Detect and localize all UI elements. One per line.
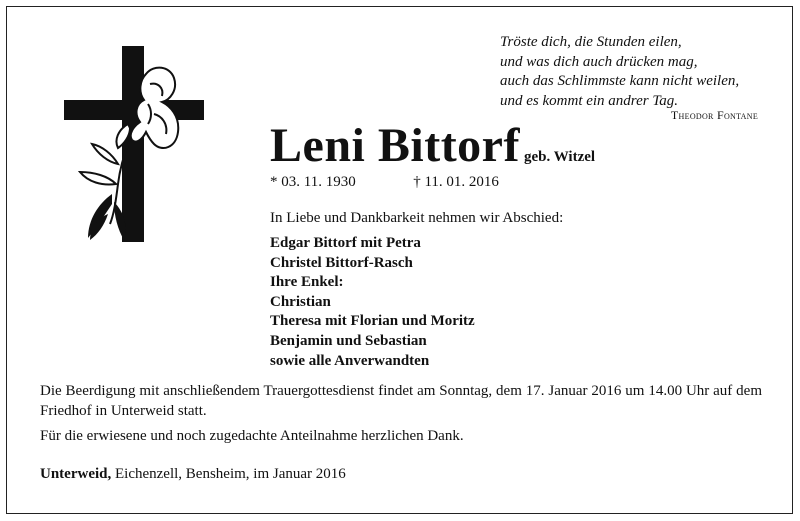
place-rest: Eichenzell, Bensheim, im Januar 2016: [111, 466, 346, 482]
farewell-text: In Liebe und Dankbarkeit nehmen wir Abschied:: [270, 210, 564, 226]
place-and-date: [40, 466, 346, 483]
poem-author: Theodor Fontane: [670, 108, 758, 122]
mourner: sowie alle Anverwandten: [270, 352, 430, 369]
death-date: † 11. 01. 2016: [413, 174, 499, 190]
thanks-text: Für die erwiesene und noch zugedachte Anteilnahme herzlichen Dank.: [40, 428, 464, 444]
deceased-name-line: [270, 118, 595, 173]
mourner: Theresa mit Florian und Moritz: [270, 313, 475, 330]
poem-line: und was dich auch drücken mag,: [500, 53, 698, 70]
mourners-list: [270, 234, 475, 371]
cross-with-lily-icon: [58, 44, 208, 244]
poem: [500, 33, 760, 111]
poem-line: auch das Schlimmste kann nicht weilen,: [500, 73, 740, 89]
maiden-name: geb. Witzel: [523, 149, 596, 165]
funeral-notice: Die Beerdigung mit anschließendem Trauergottesdienst findet am Sonntag, dem 17. Januar 2016 um 14.00 Uhr auf dem Friedhof in Unterweid statt.: [40, 383, 762, 419]
mourner: Christian: [270, 293, 331, 310]
poem-line: und es kommt ein andrer Tag.: [500, 92, 679, 109]
mourner: Benjamin und Sebastian: [270, 332, 427, 349]
birth-date: * 03. 11. 1930: [270, 174, 356, 190]
mourner: Edgar Bittorf mit Petra: [270, 235, 421, 251]
life-dates: [270, 174, 499, 191]
deceased-name: Leni Bittorf: [270, 119, 520, 172]
poem-line: Tröste dich, die Stunden eilen,: [500, 34, 682, 50]
mourner: Ihre Enkel:: [270, 274, 344, 291]
mourner: Christel Bittorf-Rasch: [270, 254, 413, 271]
place-town: Unterweid,: [40, 466, 112, 482]
